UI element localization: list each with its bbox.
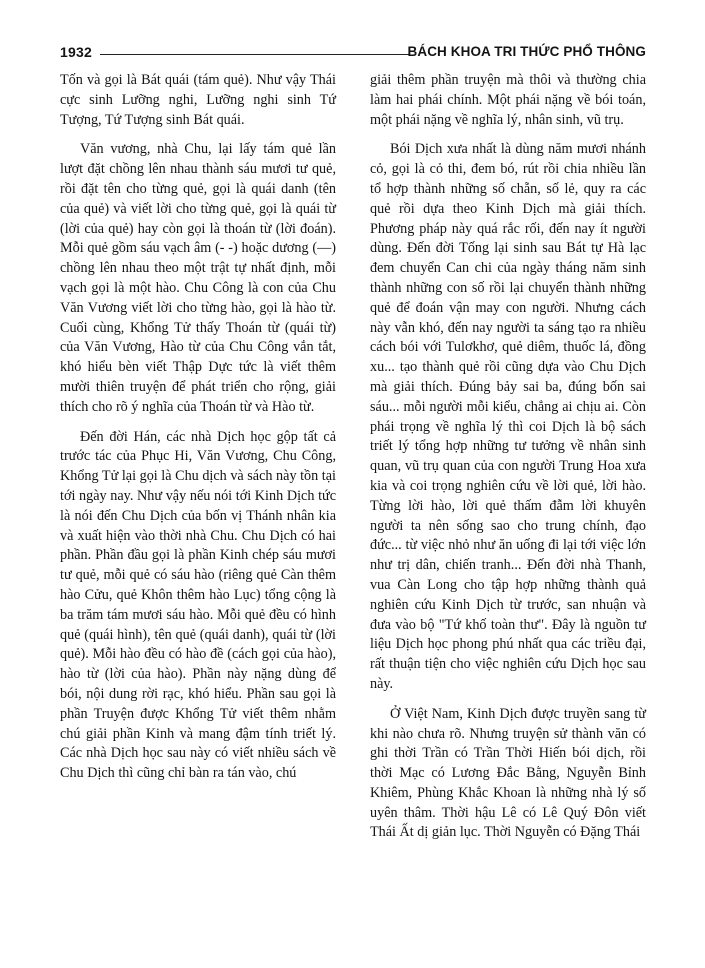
paragraph: Tốn và gọi là Bát quái (tám quẻ). Như vậy Thái cực sinh Lưỡng nghi, Lưỡng nghi sinh Tứ Tượng, Tứ Tượng sinh Bát quái. bbox=[60, 72, 336, 128]
paragraph: giải thêm phần truyện mà thôi và thường chia làm hai phái chính. Một phái nặng về bói toán, một phái nặng về nghĩa lý, nhân sinh, vũ trụ. bbox=[370, 72, 646, 128]
header-rule bbox=[100, 54, 410, 55]
left-column bbox=[60, 71, 336, 784]
paragraph: Văn vương, nhà Chu, lại lấy tám quẻ lần lượt đặt chồng lên nhau thành sáu mươi tư quẻ, rồi đặt tên cho từng quẻ, gọi là quái danh (tên của quẻ) và viết lời cho từng quẻ, gọi là quái từ (lời của quẻ) hay còn gọi là thoán từ (lời đoán). Mỗi quẻ gồm sáu vạch âm (- -) hoặc dương (—) chồng lên nhau theo một trật tự nhất định, mỗi vạch gọi là một hào. Chu Công là con của Chu Văn Vương viết lời cho từng hào, gọi là hào từ. Cuối cùng, Khổng Tử thấy Thoán từ (quái từ) của Văn Vương, Hào từ của Chu Công vắn tắt, khó hiểu bèn viết Thập Dực tức là viết thêm mười thiên truyện để phát triển cho rộng, giải thích cho rõ ý nghĩa của Thoán từ và Hào từ. bbox=[60, 141, 336, 415]
running-title: BÁCH KHOA TRI THỨC PHỔ THÔNG bbox=[407, 44, 646, 59]
running-header bbox=[60, 40, 646, 66]
paragraph: Bói Dịch xưa nhất là dùng năm mươi nhánh cỏ, gọi là cỏ thi, đem bó, rút rồi chia nhiều lần tổ hợp thành những số chẵn, số lẻ, quy ra các quẻ rồi dựa theo Kinh Dịch mà giải thích. Phương pháp này quá rắc rối, đến nay ít người dùng. Đến đời Tống lại sinh sau Bát tự Hà lạc đem chuyển Can chi của ngày tháng năm sinh thành những con số rồi lại chuyển thành những quẻ để đoán vận may con người. Nhưng cách này vẫn khó, đến nay người ta sáng tạo ra nhiều cách bói với Tulơkhơ, quẻ diêm, thuốc lá, đồng xu... tạo thành quẻ rồi cũng dựa vào Chu Dịch mà giải thích. Đúng bảy sai ba, đúng bốn sai sáu... mỗi người mỗi kiểu, chẳng ai chịu ai. Còn phái trọng về nghĩa lý thì coi Dịch là bộ sách triết lý tổng hợp những tư tưởng về nhân sinh quan, vũ trụ quan của con người Trung Hoa xưa kia và coi trọng nghiên cứu về lời quẻ, lời hào. Từng lời hào, lời quẻ thấm đẫm lời khuyên người ta nên sống sao cho trung chính, đạo đức... từ việc nhỏ như ăn uống đi lại tới việc lớn như trị dân, chiến tranh... Đến đời nhà Thanh, vua Càn Long cho tập hợp những thành quả nghiên cứu Kinh Dịch từ trước, san nhuận và đưa vào bộ "Tứ khố toàn thư". Đây là nguồn tư liệu Dịch học phong phú nhất qua các triều đại, rất thuận tiện cho việc nghiên cứu Dịch học sau này. bbox=[370, 141, 646, 692]
paragraph: Ở Việt Nam, Kinh Dịch được truyền sang từ khi nào chưa rõ. Nhưng truyện sử thành văn có ghi thời Trần có Trần Thời Hiến bói dịch, rồi thời Mạc có Lương Đắc Bằng, Nguyễn Bỉnh Khiêm, Phùng Khắc Khoan là những nhà lý số uyên thâm. Thời hậu Lê có Lê Quý Đôn viết Thái Ất dị giản lục. Thời Nguyễn có Đặng Thái bbox=[370, 705, 646, 841]
right-column bbox=[370, 71, 646, 843]
page-number: 1932 bbox=[60, 44, 92, 60]
paragraph: Đến đời Hán, các nhà Dịch học gộp tất cả trước tác của Phục Hi, Văn Vương, Chu Công, Khổng Tử lại gọi là Chu dịch và sách này tồn tại tới ngày nay. Như vậy nếu nói tới Kinh Dịch tức là nói đến Chu Dịch của bốn vị Thánh nhân kia và xuất hiện vào thời nhà Chu. Chu Dịch có hai phần. Phần đầu gọi là phần Kinh chép sáu mươi tư quẻ, mỗi quẻ có sáu hào (riêng quẻ Càn thêm hào Cửu, quẻ Khôn thêm hào Lục) tổng cộng là ba trăm tám mươi sáu hào. Mỗi quẻ đều có hình quẻ (quái hình), tên quẻ (quái danh), quái từ (lời quẻ). Mỗi hào đều có hào đề (cách gọi của hào), hào từ (lời của hào). Phần này nặng dùng để bói, nội dung rời rạc, khó hiểu. Phần sau gọi là phần Truyện được Khổng Tử viết thêm nhằm chú giải phần Kinh và mang đậm tính triết lý. Các nhà Dịch học sau này có viết nhiều sách về Chu Dịch thì cũng chỉ bàn ra tán vào, chú bbox=[60, 428, 336, 782]
